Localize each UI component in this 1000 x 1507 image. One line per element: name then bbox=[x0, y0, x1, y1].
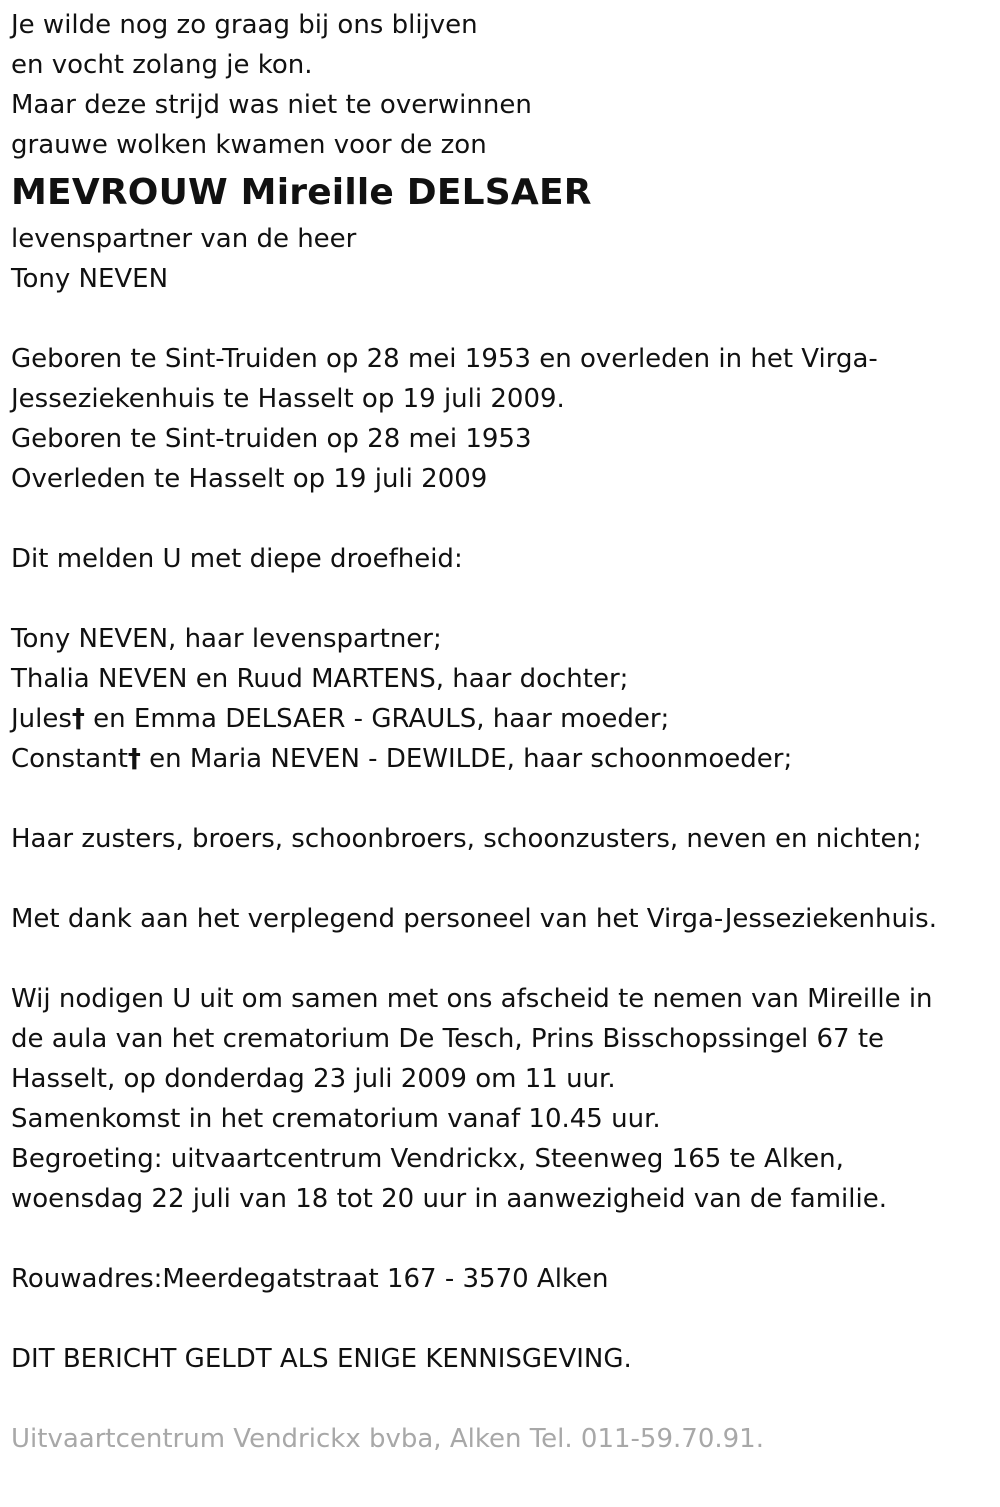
relatives-line: Haar zusters, broers, schoonbroers, schoonzusters, neven en nichten; bbox=[11, 824, 922, 854]
spacer bbox=[11, 1219, 986, 1259]
invitation-line: Begroeting: uitvaartcentrum Vendrickx, Steenweg 165 te Alken, bbox=[11, 1144, 844, 1174]
mourning-address: Rouwadres:Meerdegatstraat 167 - 3570 Alken bbox=[11, 1264, 609, 1294]
birth-line: Geboren te Sint-truiden op 28 mei 1953 bbox=[11, 424, 532, 454]
spacer bbox=[11, 939, 986, 979]
poem bbox=[11, 5, 986, 165]
family-member-line: Thalia NEVEN en Ruud MARTENS, haar dochter; bbox=[11, 664, 629, 694]
family-member-rest: en Emma DELSAER - GRAULS, haar moeder; bbox=[84, 704, 670, 734]
poem-line: en vocht zolang je kon. bbox=[11, 50, 313, 80]
invitation-line: woensdag 22 juli van 18 tot 20 uur in aanwezigheid van de familie. bbox=[11, 1184, 887, 1214]
birth-death-line: Jesseziekenhuis te Hasselt op 19 juli 2009. bbox=[11, 384, 565, 414]
family-member-line: Tony NEVEN, haar levenspartner; bbox=[11, 624, 442, 654]
family-member-rest: en Maria NEVEN - DEWILDE, haar schoonmoeder; bbox=[140, 744, 793, 774]
death-line: Overleden te Hasselt op 19 juli 2009 bbox=[11, 464, 488, 494]
family-member-line bbox=[11, 739, 986, 779]
invitation-line: Wij nodigen U uit om samen met ons afscheid te nemen van Mireille in bbox=[11, 984, 933, 1014]
deceased-name: MEVROUW Mireille DELSAER bbox=[11, 172, 592, 213]
poem-line: Maar deze strijd was niet te overwinnen bbox=[11, 90, 532, 120]
spacer bbox=[11, 299, 986, 339]
partner-name: Tony NEVEN bbox=[11, 264, 169, 294]
thanks-line: Met dank aan het verplegend personeel van het Virga-Jesseziekenhuis. bbox=[11, 904, 937, 934]
spacer bbox=[11, 1299, 986, 1339]
cross-icon: † bbox=[127, 744, 141, 774]
spacer bbox=[11, 499, 986, 539]
funeral-home-footer: Uitvaartcentrum Vendrickx bvba, Alken Tel. 011-59.70.91. bbox=[11, 1424, 764, 1454]
announcement-intro: Dit melden U met diepe droefheid: bbox=[11, 544, 463, 574]
spacer bbox=[11, 859, 986, 899]
deceased-block bbox=[11, 169, 986, 299]
invitation bbox=[11, 979, 986, 1219]
birth-death-info bbox=[11, 339, 986, 499]
spacer bbox=[11, 579, 986, 619]
relation-line: levenspartner van de heer bbox=[11, 224, 357, 254]
invitation-line: Hasselt, op donderdag 23 juli 2009 om 11 uur. bbox=[11, 1064, 616, 1094]
spacer bbox=[11, 1379, 986, 1419]
notice-line: DIT BERICHT GELDT ALS ENIGE KENNISGEVING. bbox=[11, 1344, 632, 1374]
obituary-document bbox=[11, 5, 986, 1459]
cross-icon: † bbox=[71, 704, 85, 734]
family-member-line bbox=[11, 699, 986, 739]
poem-line: grauwe wolken kwamen voor de zon bbox=[11, 130, 487, 160]
family-member-name: Jules bbox=[11, 704, 72, 734]
poem-line: Je wilde nog zo graag bij ons blijven bbox=[11, 10, 478, 40]
spacer bbox=[11, 779, 986, 819]
invitation-line: de aula van het crematorium De Tesch, Prins Bisschopssingel 67 te bbox=[11, 1024, 885, 1054]
family-list bbox=[11, 619, 986, 779]
family-member-name: Constant bbox=[11, 744, 128, 774]
invitation-line: Samenkomst in het crematorium vanaf 10.45 uur. bbox=[11, 1104, 661, 1134]
birth-death-line: Geboren te Sint-Truiden op 28 mei 1953 en overleden in het Virga- bbox=[11, 344, 878, 374]
